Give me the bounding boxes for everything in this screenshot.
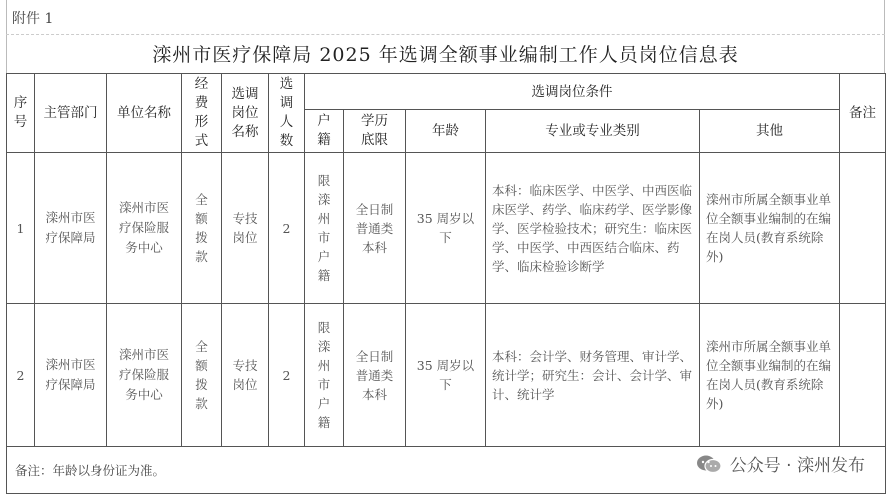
cell-count: 2	[269, 153, 305, 304]
header-count: 选调人数	[269, 74, 305, 153]
cell-other: 滦州市所属全额事业单位全额事业编制的在编在岗人员(教育系统除外)	[700, 153, 840, 304]
header-other: 其他	[700, 110, 840, 153]
cell-funding: 全额拨款	[182, 304, 222, 447]
header-seq: 序号	[7, 74, 35, 153]
position-table	[6, 73, 886, 494]
cell-huji: 限滦州市户籍	[305, 153, 344, 304]
header-unit: 单位名称	[107, 74, 182, 153]
cell-edu: 全日制普通类本科	[344, 153, 406, 304]
cell-other: 滦州市所属全额事业单位全额事业编制的在编在岗人员(教育系统除外)	[700, 304, 840, 447]
header-divider	[6, 34, 885, 35]
cell-edu: 全日制普通类本科	[344, 304, 406, 447]
cell-note	[840, 153, 886, 304]
header-age: 年龄	[406, 110, 486, 153]
cell-funding: 全额拨款	[182, 153, 222, 304]
page-title: 滦州市医疗保障局 2025 年选调全额事业编制工作人员岗位信息表	[152, 44, 739, 66]
cell-huji: 限滦州市户籍	[305, 304, 344, 447]
header-huji: 户籍	[305, 110, 344, 153]
cell-seq: 2	[7, 304, 35, 447]
cell-post: 专技岗位	[222, 304, 269, 447]
header-funding: 经费形式	[182, 74, 222, 153]
cell-unit: 滦州市医疗保险服务中心	[107, 304, 182, 447]
table-row	[7, 153, 886, 304]
cell-age: 35 周岁以下	[406, 304, 486, 447]
header-post: 选调岗位名称	[222, 74, 269, 153]
cell-dept: 滦州市医疗保障局	[35, 304, 107, 447]
header-edu: 学历底限	[344, 110, 406, 153]
cell-age: 35 周岁以下	[406, 153, 486, 304]
cell-note	[840, 304, 886, 447]
header-conditions: 选调岗位条件	[305, 74, 840, 110]
watermark-text: 公众号 · 滦州发布	[729, 456, 865, 476]
cell-count: 2	[269, 304, 305, 447]
header-major: 专业或专业类别	[486, 110, 700, 153]
cell-major: 本科：临床医学、中医学、中西医临床医学、药学、临床药学、医学影像学、医学检验技术；研究生：临床医学、中医学、中西医结合临床、药学、临床检验诊断学	[486, 153, 700, 304]
cell-major: 本科：会计学、财务管理、审计学、统计学；研究生：会计、会计学、审计、统计学	[486, 304, 700, 447]
table-row	[7, 304, 886, 447]
header-note: 备注	[840, 74, 886, 153]
cell-unit: 滦州市医疗保险服务中心	[107, 153, 182, 304]
wechat-icon	[696, 454, 722, 474]
cell-post: 专技岗位	[222, 153, 269, 304]
attachment-label: 附件 1	[12, 11, 54, 27]
footnote: 备注：年龄以身份证为准。	[7, 447, 886, 494]
cell-seq: 1	[7, 153, 35, 304]
watermark	[696, 451, 865, 476]
header-dept: 主管部门	[35, 74, 107, 153]
cell-dept: 滦州市医疗保障局	[35, 153, 107, 304]
